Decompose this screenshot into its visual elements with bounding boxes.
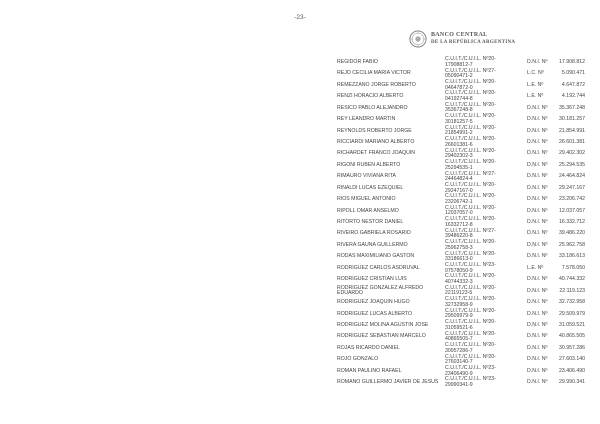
document-number: 23.206.742 — [559, 196, 585, 203]
document-type: D.N.I. Nº — [527, 104, 548, 111]
table-row — [337, 194, 585, 205]
table-row — [337, 343, 585, 354]
cuit-label: C.U.I.T./C.U.I.L. Nº20- — [445, 319, 496, 326]
person-name: RODAS MAXIMILIANO GASTON — [337, 253, 415, 260]
cuit-label: C.U.I.T./C.U.I.L. Nº27- — [445, 227, 496, 234]
cuit-number: 04647872-0 — [445, 84, 473, 91]
document-number: 30.181.257 — [559, 116, 585, 123]
table-row — [337, 217, 585, 228]
person-name: RODRIGUEZ CARLOS ASDRUVAL — [337, 264, 420, 271]
cuit-label: C.U.I.T./C.U.I.L. Nº20- — [445, 330, 496, 337]
cuit-number: 40744332-3 — [445, 279, 473, 286]
page-number: -23- — [294, 14, 306, 21]
cuit-number: 12037057-0 — [445, 210, 473, 217]
person-name: RICCIARDI MARIANO ALBERTO — [337, 138, 415, 145]
cuit-label: C.U.I.T./C.U.I.L. Nº20- — [445, 342, 496, 349]
document-type: D.N.I. Nº — [527, 207, 548, 214]
person-name: RIGONI RUBEN ALBERTO — [337, 161, 401, 168]
cuit-number: 25962758-3 — [445, 244, 473, 251]
person-name: RIVERA GAUNA GUILLERMO — [337, 241, 408, 248]
person-name: RIOS MIGUEL ANTONIO — [337, 196, 396, 203]
cuit-label: C.U.I.T./C.U.I.L. Nº20- — [445, 147, 496, 154]
document-number: 5.090.471 — [561, 70, 585, 77]
cuit-number: 35367248-8 — [445, 107, 473, 114]
cuit-number: 29402302-3 — [445, 153, 473, 160]
cuit-number: 39486220-8 — [445, 233, 473, 240]
cuit-cell — [445, 57, 527, 68]
cuit-number: 29990341-9 — [445, 381, 473, 388]
document-number: 39.486.220 — [559, 230, 585, 237]
cuit-number: 32732958-9 — [445, 301, 473, 308]
cuit-cell — [445, 343, 527, 354]
document-number: 31.059.521 — [559, 321, 585, 328]
person-name: RODRIGUEZ CRISTIAN LUIS — [337, 276, 407, 283]
person-name: RODRIGUEZ MOLINA AGUSTIN JOSE — [337, 321, 429, 328]
document-number: 33.186.613 — [559, 253, 585, 260]
document-number: 27.603.140 — [559, 356, 585, 363]
person-name: RIMAURO VIVIANA RITA — [337, 173, 396, 180]
document-number: 23.406.490 — [559, 367, 585, 374]
cuit-label: C.U.I.T./C.U.I.L. Nº20- — [445, 136, 496, 143]
cuit-label: C.U.I.T./C.U.I.L. Nº20- — [445, 90, 496, 97]
document-number: 30.957.286 — [559, 344, 585, 351]
document-type: D.N.I. Nº — [527, 253, 548, 260]
cuit-number: 22119123-5 — [445, 290, 473, 297]
document-number: 40.865.505 — [559, 333, 585, 340]
cuit-label: C.U.I.T./C.U.I.L. Nº20- — [445, 159, 496, 166]
cuit-number: 30181257-5 — [445, 118, 473, 125]
document-type: D.N.I. Nº — [527, 116, 548, 123]
person-name: RINALDI LUCAS EZEQUIEL — [337, 184, 404, 191]
bank-name-line2: DE LA REPÚBLICA ARGENTINA — [431, 40, 516, 45]
cuit-number: 31059521-6 — [445, 324, 473, 331]
document-type: D.N.I. Nº — [527, 356, 548, 363]
cuit-number: 21854991-2 — [445, 130, 473, 137]
cuit-number: 07578050-9 — [445, 267, 473, 274]
document-number: 16.332.712 — [559, 219, 585, 226]
cuit-cell — [445, 114, 527, 125]
cuit-label: C.U.I.T./C.U.I.L. Nº20- — [445, 273, 496, 280]
document-number: 32.732.958 — [559, 299, 585, 306]
document-type: D.N.I. Nº — [527, 127, 548, 134]
bank-logo — [409, 30, 515, 48]
document-type: D.N.I. Nº — [527, 58, 548, 65]
person-name: REMEZZANO JORGE ROBERTO — [337, 81, 416, 88]
document-number: 40.744.332 — [559, 276, 585, 283]
person-name: RIVEIRO GABRIELA ROSARIO — [337, 230, 411, 237]
document-type: D.N.I. Nº — [527, 333, 548, 340]
person-name: RODRIGUEZ SEBASTIAN MARCELO — [337, 333, 426, 340]
cuit-number: 05090471-2 — [445, 73, 473, 80]
cuit-number: 17908812-7 — [445, 61, 473, 68]
sanctions-table — [337, 57, 585, 389]
table-row — [337, 297, 585, 308]
person-name: REYNOLDS ROBERTO JORGE — [337, 127, 412, 134]
cuit-number: 33186613-0 — [445, 256, 473, 263]
cuit-label: C.U.I.T./C.U.I.L. Nº20- — [445, 181, 496, 188]
cuit-label: C.U.I.T./C.U.I.L. Nº20- — [445, 101, 496, 108]
cuit-number: 29509979-9 — [445, 313, 473, 320]
document-number: 25.962.758 — [559, 241, 585, 248]
cuit-cell — [445, 217, 527, 228]
cuit-label: C.U.I.T./C.U.I.L. Nº23- — [445, 262, 496, 268]
cuit-label: C.U.I.T./C.U.I.L. Nº20- — [445, 113, 496, 120]
cuit-cell — [445, 240, 527, 251]
cuit-number: 23206742-1 — [445, 198, 473, 205]
table-row — [337, 160, 585, 171]
cuit-number: 23406490-9 — [445, 370, 473, 377]
document-type: D.N.I. Nº — [527, 367, 548, 374]
cuit-number: 30957286-7 — [445, 347, 473, 354]
cuit-cell — [445, 137, 527, 148]
cuit-cell — [445, 297, 527, 308]
document-type: D.N.I. Nº — [527, 321, 548, 328]
cuit-label: C.U.I.T./C.U.I.L. Nº20- — [445, 124, 496, 131]
person-name: RODRIGUEZ JOAQUIN HUGO — [337, 299, 410, 306]
cuit-cell — [445, 320, 527, 331]
document-type: D.N.I. Nº — [527, 150, 548, 157]
cuit-label: C.U.I.T./C.U.I.L. Nº20- — [445, 250, 496, 257]
document-type: D.N.I. Nº — [527, 184, 548, 191]
cuit-number: 40865505-7 — [445, 336, 473, 343]
document-number: 25.294.535 — [559, 161, 585, 168]
cuit-label: C.U.I.T./C.U.I.L. Nº20- — [445, 216, 496, 223]
cuit-label: C.U.I.T./C.U.I.L. Nº20- — [445, 56, 496, 63]
person-name: RESICO PABLO ALEJANDRO — [337, 104, 408, 111]
document-type: D.N.I. Nº — [527, 219, 548, 226]
person-name: RIPOLL OMAR ANSELMO — [337, 207, 399, 214]
cuit-label: C.U.I.T./C.U.I.L. Nº20- — [445, 296, 496, 303]
cuit-label: C.U.I.T./C.U.I.L. Nº27- — [445, 67, 496, 74]
cuit-number: 26601381-6 — [445, 141, 473, 148]
document-type: D.N.I. Nº — [527, 276, 548, 283]
cuit-label: C.U.I.T./C.U.I.L. Nº20- — [445, 307, 496, 314]
cuit-label: C.U.I.T./C.U.I.L. Nº23- — [445, 364, 496, 371]
person-name: ROJAS RICARDO DANIEL — [337, 344, 400, 351]
person-name: RITORTO NESTOR DANIEL — [337, 219, 404, 226]
document-number: 17.908.812 — [559, 58, 585, 65]
cuit-label: C.U.I.T./C.U.I.L. Nº20- — [445, 204, 496, 211]
document-type: D.N.I. Nº — [527, 310, 548, 317]
cuit-number: 04192744-8 — [445, 96, 473, 103]
cuit-label: C.U.I.T./C.U.I.L. Nº20- — [445, 353, 496, 360]
cuit-label: C.U.I.T./C.U.I.L. Nº20- — [445, 284, 496, 291]
document-number: 29.509.979 — [559, 310, 585, 317]
bank-name-line1: BANCO CENTRAL — [431, 32, 488, 38]
person-name: REGIDOR FABIO — [337, 58, 378, 65]
cuit-label: C.U.I.T./C.U.I.L. Nº20- — [445, 239, 496, 246]
document-type: D.N.I. Nº — [527, 287, 548, 294]
document-type: L.E. Nº — [527, 264, 544, 271]
document-number: 24.464.824 — [559, 173, 585, 180]
document-type: D.N.I. Nº — [527, 230, 548, 237]
document-number: 22.119.123 — [559, 287, 585, 294]
person-name: RODRIGUEZ LUCAS ALBERTO — [337, 310, 413, 317]
person-name: REJO CECILIA MARIA VICTOR — [337, 70, 411, 77]
document-type: D.N.I. Nº — [527, 161, 548, 168]
cuit-number: 16332712-8 — [445, 221, 473, 228]
table-row — [337, 320, 585, 331]
document-number: 29.990.341 — [559, 379, 585, 386]
cuit-cell — [445, 377, 527, 388]
document-type: D.N.I. Nº — [527, 138, 548, 145]
table-row — [337, 114, 585, 125]
cuit-label: C.U.I.T./C.U.I.L. Nº27- — [445, 170, 496, 177]
person-name: ROMAN PAULINO RAFAEL — [337, 367, 402, 374]
cuit-label: C.U.I.T./C.U.I.L. Nº20- — [445, 79, 496, 85]
cuit-label: C.U.I.T./C.U.I.L. Nº23- — [445, 376, 496, 383]
cuit-number: 25294535-1 — [445, 164, 473, 171]
person-name: REY LEANDRO MARTIN — [337, 116, 396, 123]
document-number: 7.578.050 — [561, 264, 585, 271]
document-number: 12.037.057 — [559, 207, 585, 214]
person-name: ROMANO GUILLERMO JAVIER DE JESUS — [337, 379, 439, 386]
document-number: 21.854.991 — [559, 127, 585, 134]
document-type: L.E. Nº — [527, 81, 544, 88]
document-type: D.N.I. Nº — [527, 173, 548, 180]
cuit-cell — [445, 194, 527, 205]
cuit-number: 24464824-4 — [445, 176, 473, 183]
document-number: 29.402.302 — [559, 150, 585, 157]
table-row — [337, 137, 585, 148]
document-number: 26.601.381 — [559, 138, 585, 145]
cuit-number: 29247167-0 — [445, 187, 473, 194]
person-name: RENZI HORACIO ALBERTO — [337, 93, 404, 100]
document-number: 4.647.872 — [561, 81, 585, 88]
document-type: D.N.I. Nº — [527, 299, 548, 306]
document-number: 35.367.248 — [559, 104, 585, 111]
document-type: D.N.I. Nº — [527, 196, 548, 203]
table-row — [337, 57, 585, 68]
table-row — [337, 240, 585, 251]
person-name: RODRIGUEZ GONZALEZ ALFREDO EDUARDO — [337, 284, 424, 297]
cuit-label: C.U.I.T./C.U.I.L. Nº20- — [445, 193, 496, 200]
document-type: L.E. Nº — [527, 93, 544, 100]
document-type: D.N.I. Nº — [527, 241, 548, 248]
table-row — [337, 377, 585, 388]
document-type: D.N.I. Nº — [527, 344, 548, 351]
person-name: RICHARDET FRANCO JOAQUIN — [337, 150, 416, 157]
document-number: 4.192.744 — [561, 93, 585, 100]
document-type: L.C. Nº — [527, 70, 544, 77]
bank-seal-icon — [409, 30, 427, 48]
cuit-number: 27603140-7 — [445, 359, 473, 366]
person-name: ROJO GONZALO — [337, 356, 379, 363]
cuit-cell — [445, 160, 527, 171]
document-number: 29.247.167 — [559, 184, 585, 191]
document-type: D.N.I. Nº — [527, 379, 548, 386]
